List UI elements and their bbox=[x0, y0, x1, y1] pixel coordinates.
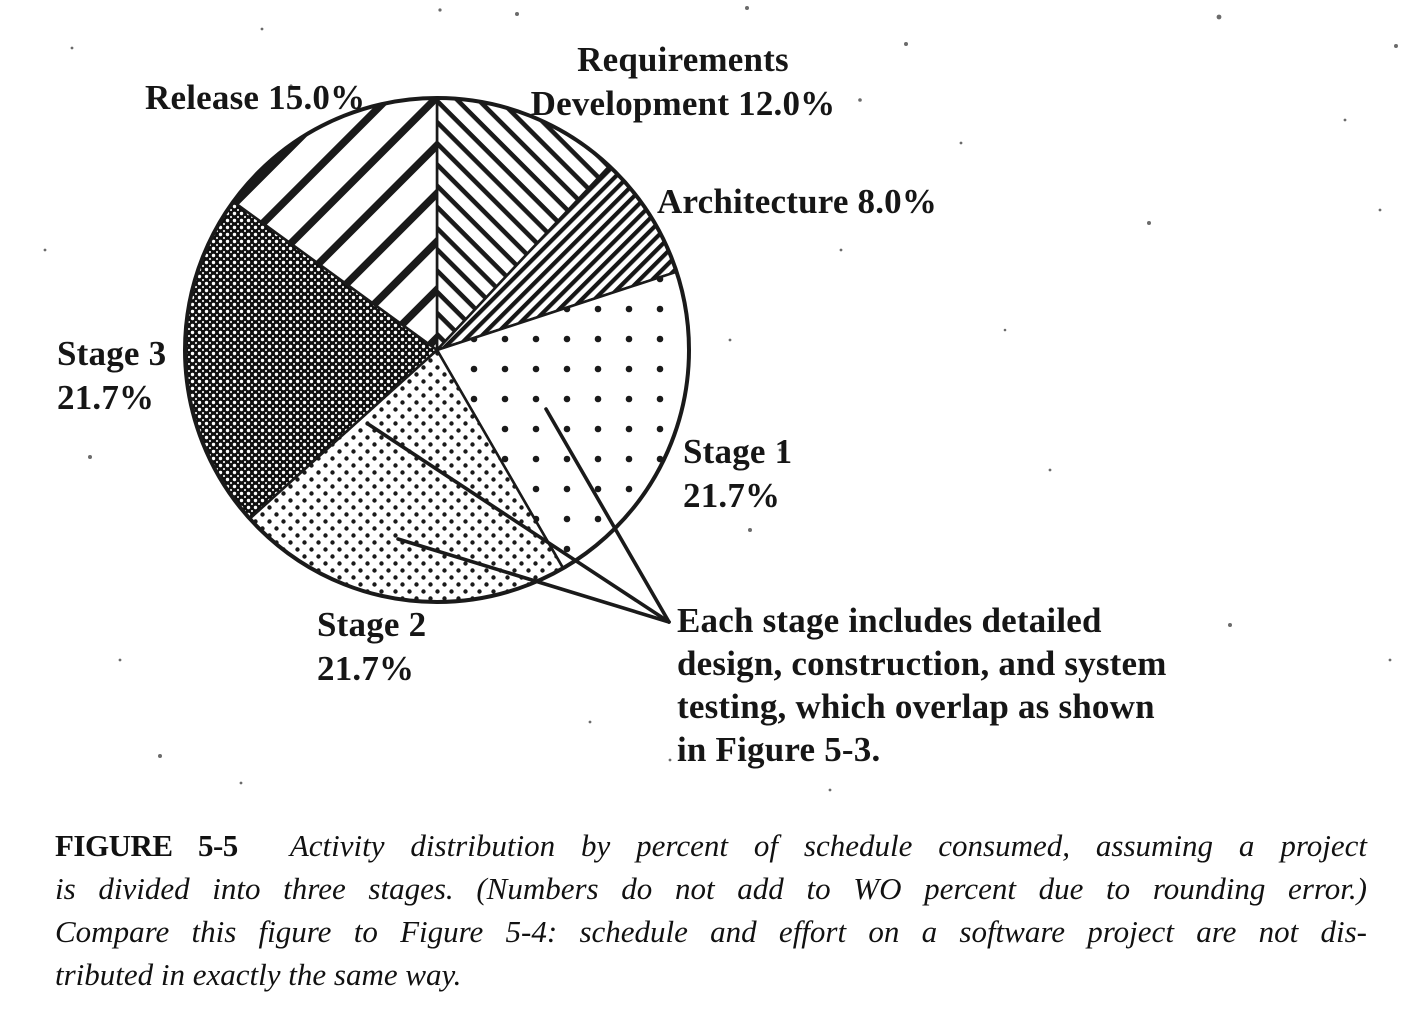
scan-speck bbox=[960, 142, 963, 145]
label-release: Release 15.0% bbox=[145, 78, 366, 117]
label-stage1 bbox=[683, 430, 792, 518]
figure-caption bbox=[55, 824, 1367, 996]
scan-speck bbox=[1049, 469, 1052, 472]
caption-text-1: Activity distribution by percent of schedule consumed, assuming a project bbox=[289, 828, 1368, 863]
label-requirements-line1: Requirements bbox=[577, 40, 789, 79]
annotation-line: in Figure 5-3. bbox=[677, 730, 881, 769]
label-stage2-value: 21.7% bbox=[317, 649, 415, 688]
scan-speck bbox=[840, 249, 843, 252]
scan-speck bbox=[589, 721, 592, 724]
scan-speck bbox=[1344, 119, 1347, 122]
scan-speck bbox=[1394, 44, 1398, 48]
label-stage2 bbox=[317, 603, 426, 691]
scan-speck bbox=[158, 754, 162, 758]
scan-speck bbox=[261, 28, 264, 31]
scan-speck bbox=[904, 42, 908, 46]
scan-speck bbox=[515, 12, 519, 16]
scan-speck bbox=[1217, 15, 1222, 20]
figure-number: FIGURE 5-5 bbox=[55, 828, 238, 863]
scan-speck bbox=[748, 528, 752, 532]
label-stage1-name: Stage 1 bbox=[683, 432, 793, 471]
scan-speck bbox=[745, 6, 749, 10]
label-stage3 bbox=[57, 332, 166, 420]
label-stage2-name: Stage 2 bbox=[317, 605, 427, 644]
caption-line-3: Compare this figure to Figure 5-4: schedule and effort on a software project are not dis- bbox=[55, 914, 1367, 949]
label-requirements-line2: Development 12.0% bbox=[530, 84, 836, 123]
annotation-line: testing, which overlap as shown bbox=[677, 687, 1155, 726]
scan-speck bbox=[1389, 659, 1392, 662]
annotation-line: design, construction, and system bbox=[677, 644, 1167, 683]
scan-speck bbox=[669, 759, 672, 762]
caption-line-4: tributed in exactly the same way. bbox=[55, 957, 462, 992]
scan-speck bbox=[1004, 329, 1007, 332]
scan-speck bbox=[729, 339, 732, 342]
label-architecture: Architecture 8.0% bbox=[657, 182, 938, 221]
label-stage3-value: 21.7% bbox=[57, 378, 155, 417]
scan-speck bbox=[829, 789, 832, 792]
scan-speck bbox=[240, 782, 243, 785]
stage-overlap-annotation bbox=[677, 599, 1237, 771]
scan-speck bbox=[44, 249, 47, 252]
scan-speck bbox=[858, 98, 862, 102]
label-stage3-name: Stage 3 bbox=[57, 334, 167, 373]
caption-line-2: is divided into three stages. (Numbers do not add to WO percent due to rounding error.) bbox=[55, 871, 1367, 906]
annotation-line: Each stage includes detailed bbox=[677, 601, 1102, 640]
scan-speck bbox=[71, 47, 74, 50]
caption-line-1 bbox=[55, 824, 1367, 867]
scan-speck bbox=[438, 8, 441, 11]
label-stage1-value: 21.7% bbox=[683, 476, 781, 515]
label-requirements-development bbox=[513, 38, 853, 126]
scan-speck bbox=[119, 659, 122, 662]
scan-speck bbox=[88, 455, 92, 459]
scan-speck bbox=[1379, 209, 1382, 212]
scan-speck bbox=[1147, 221, 1151, 225]
